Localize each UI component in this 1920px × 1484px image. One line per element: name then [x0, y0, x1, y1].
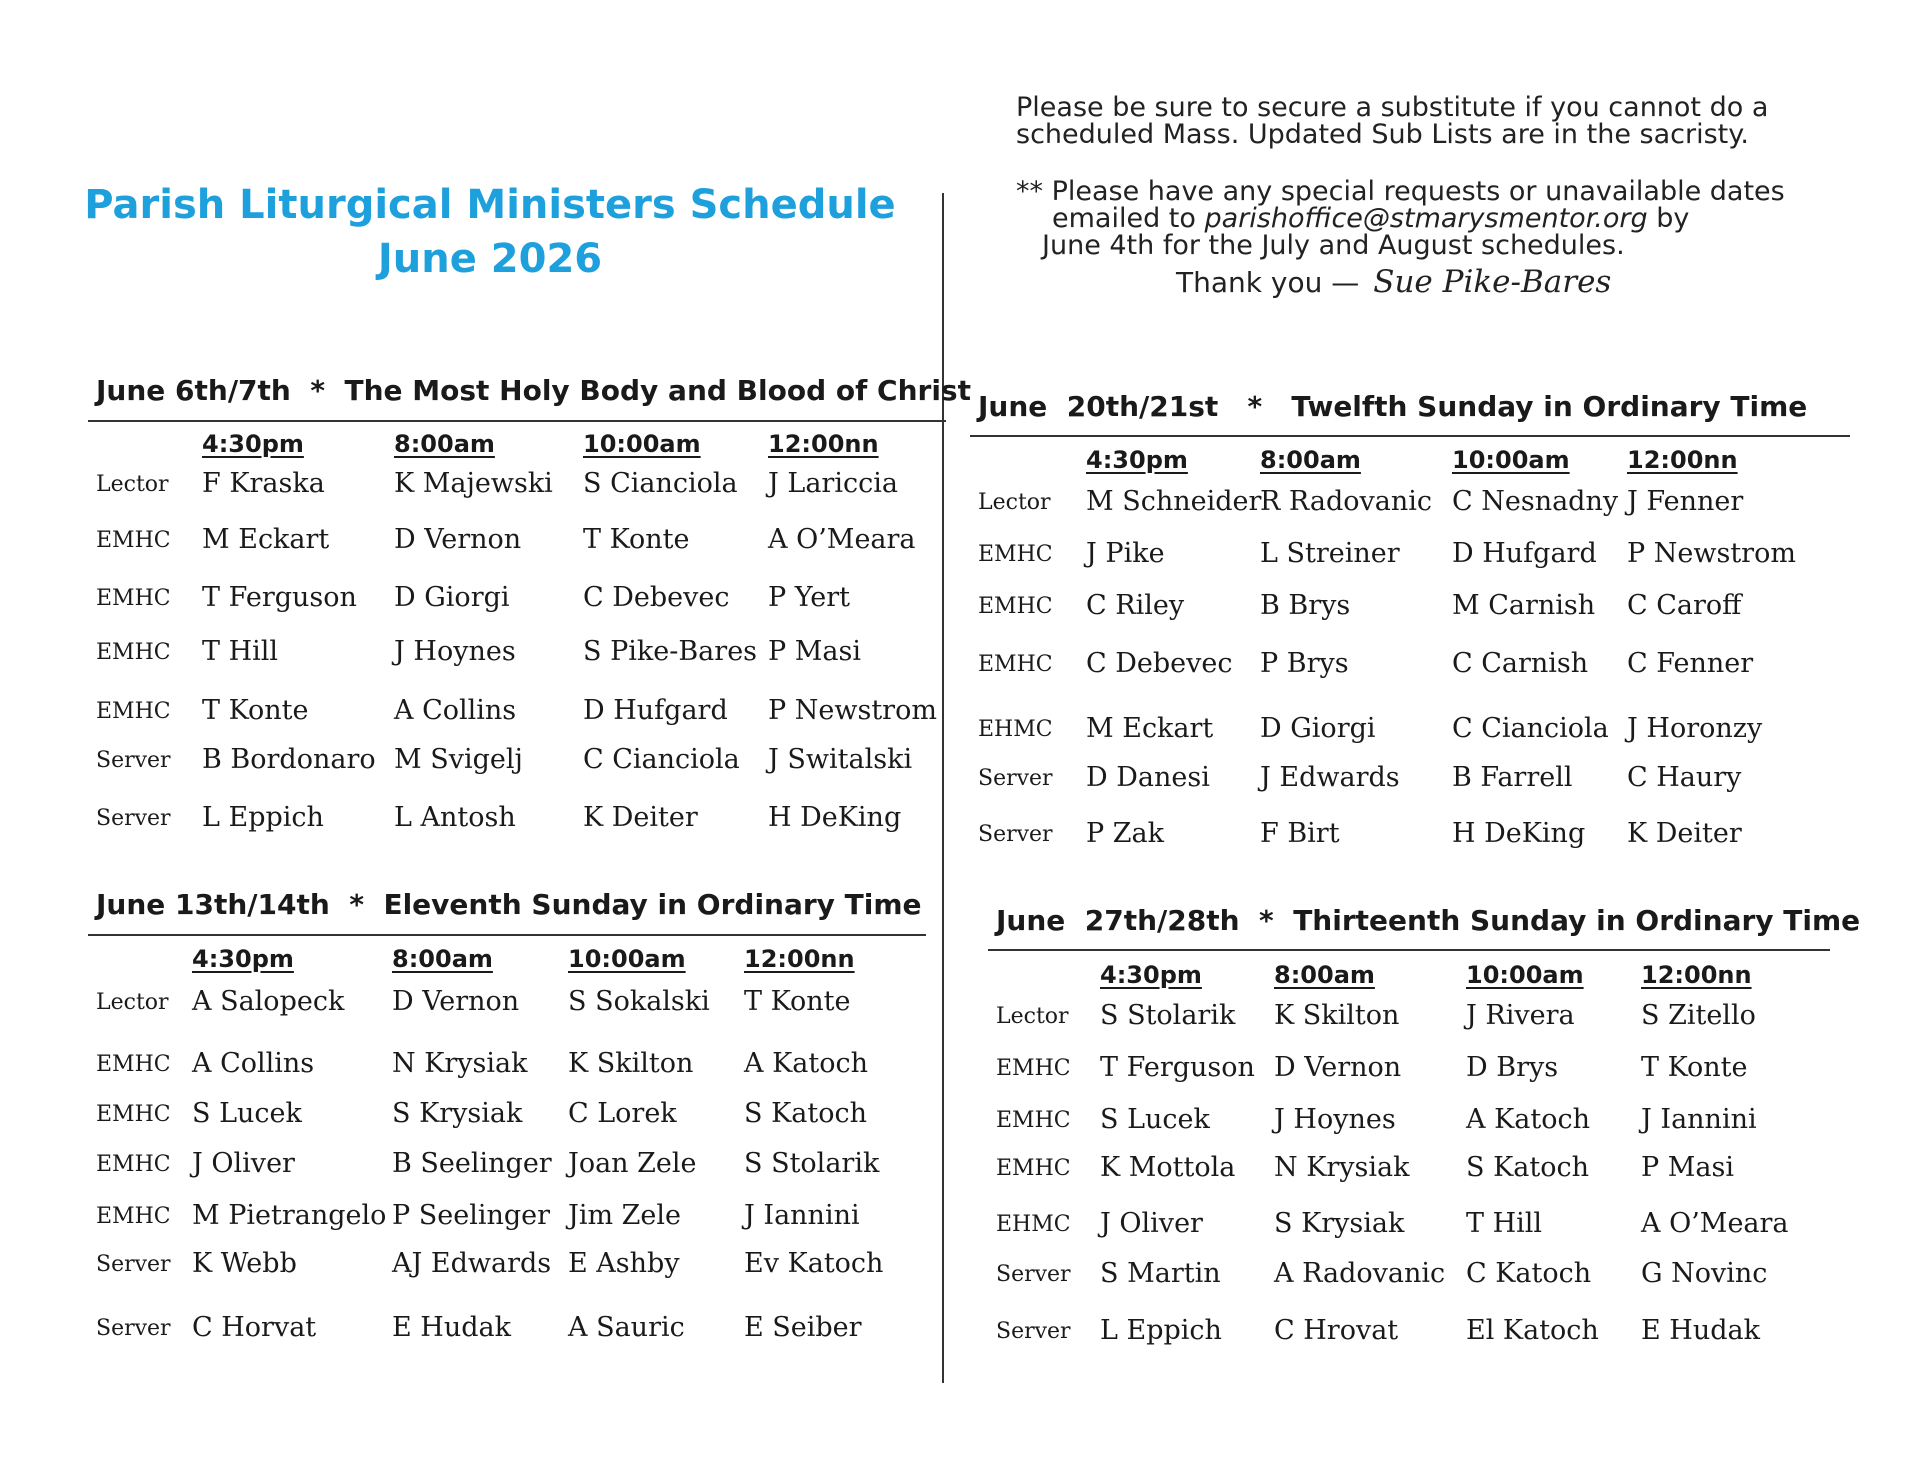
ministry-role-server: Server [96, 806, 171, 831]
substitute-notice-line-2: scheduled Mass. Updated Sub Lists are in the sacristy. [1016, 119, 1749, 150]
section-rule [988, 949, 1830, 951]
minister-name: T Konte [744, 986, 851, 1017]
minister-name: D Giorgi [1260, 713, 1376, 744]
minister-name: C Katoch [1466, 1258, 1592, 1289]
mass-time-4-30pm: 4:30pm [1100, 961, 1202, 989]
ministry-role-lector: Lector [978, 490, 1051, 515]
minister-name: L Antosh [394, 802, 516, 833]
minister-name: M Eckart [202, 524, 330, 555]
mass-time-12-00nn: 12:00nn [768, 430, 879, 458]
minister-name: Joan Zele [568, 1148, 697, 1179]
mass-time-8-00am: 8:00am [394, 430, 495, 458]
ministry-role-emhc: EMHC [996, 1056, 1071, 1081]
minister-name: M Svigelj [394, 744, 523, 775]
ministry-role-emhc: EMHC [96, 528, 171, 553]
minister-name: D Brys [1466, 1052, 1559, 1083]
minister-name: J Switalski [768, 744, 913, 775]
minister-name: A O’Meara [768, 524, 916, 555]
minister-name: F Kraska [202, 468, 325, 499]
mass-time-8-00am: 8:00am [392, 945, 493, 973]
minister-name: S Katoch [1466, 1152, 1589, 1183]
minister-name: G Novinc [1641, 1258, 1768, 1289]
minister-name: S Stolarik [744, 1148, 880, 1179]
column-divider [942, 193, 944, 1383]
minister-name: C Haury [1627, 762, 1742, 793]
minister-name: T Konte [1641, 1052, 1748, 1083]
minister-name: T Hill [202, 636, 279, 667]
minister-name: AJ Edwards [392, 1248, 552, 1279]
ministry-role-server: Server [96, 1252, 171, 1277]
ministry-role-server: Server [96, 1316, 171, 1341]
minister-name: D Vernon [392, 986, 520, 1017]
request-notice-line-1: ** Please have any special requests or unavailable dates [1016, 176, 1785, 207]
section-rule [88, 934, 926, 936]
section-rule [88, 420, 946, 422]
ministry-role-lector: Lector [96, 472, 169, 497]
minister-name: J Hoynes [394, 636, 516, 667]
minister-name: K Skilton [1274, 1000, 1400, 1031]
minister-name: C Cianciola [583, 744, 740, 775]
minister-name: C Lorek [568, 1098, 677, 1129]
request-notice-line-3: June 4th for the July and August schedules. [1042, 230, 1625, 261]
minister-name: D Danesi [1086, 762, 1210, 793]
minister-name: B Farrell [1452, 762, 1573, 793]
signature: Sue Pike-Bares [1373, 264, 1612, 300]
minister-name: S Pike-Bares [583, 636, 758, 667]
minister-name: H DeKing [1452, 818, 1586, 849]
minister-name: S Cianciola [583, 468, 738, 499]
minister-name: C Horvat [192, 1312, 317, 1343]
minister-name: B Brys [1260, 590, 1351, 621]
minister-name: S Sokalski [568, 986, 710, 1017]
minister-name: P Masi [1641, 1152, 1734, 1183]
section-heading: June 6th/7th * The Most Holy Body and Blood of Christ [96, 374, 971, 407]
section-heading: June 27th/28th * Thirteenth Sunday in Ordinary Time [996, 904, 1861, 937]
ministry-role-server: Server [996, 1262, 1071, 1287]
minister-name: A Salopeck [192, 986, 345, 1017]
minister-name: C Cianciola [1452, 713, 1609, 744]
minister-name: C Debevec [1086, 648, 1233, 679]
minister-name: N Krysiak [392, 1048, 528, 1079]
ministry-role-emhc: EMHC [978, 652, 1053, 677]
minister-name: P Seelinger [392, 1200, 551, 1231]
minister-name: P Masi [768, 636, 861, 667]
ministry-role-lector: Lector [96, 990, 169, 1015]
ministry-role-emhc: EMHC [978, 542, 1053, 567]
page-subtitle-month: June 2026 [377, 236, 603, 282]
minister-name: Jim Zele [568, 1200, 681, 1231]
minister-name: T Hill [1466, 1208, 1543, 1239]
minister-name: E Hudak [1641, 1315, 1760, 1346]
ministry-role-emhc: EMHC [96, 1152, 171, 1177]
substitute-notice-line-1: Please be sure to secure a substitute if you cannot do a [1016, 92, 1769, 123]
minister-name: B Seelinger [392, 1148, 552, 1179]
thank-you-line [1176, 264, 1611, 300]
ministry-role-ehmc: EHMC [996, 1212, 1071, 1237]
minister-name: T Konte [202, 695, 309, 726]
mass-time-12-00nn: 12:00nn [1641, 961, 1752, 989]
minister-name: J Oliver [1100, 1208, 1203, 1239]
minister-name: J Oliver [192, 1148, 295, 1179]
minister-name: D Vernon [394, 524, 522, 555]
minister-name: M Carnish [1452, 590, 1596, 621]
ministry-role-server: Server [978, 822, 1053, 847]
minister-name: K Mottola [1100, 1152, 1236, 1183]
minister-name: M Schneider [1086, 486, 1262, 517]
minister-name: S Katoch [744, 1098, 867, 1129]
minister-name: D Hufgard [583, 695, 728, 726]
page-title: Parish Liturgical Ministers Schedule [84, 182, 896, 228]
minister-name: H DeKing [768, 802, 902, 833]
ministry-role-server: Server [96, 748, 171, 773]
minister-name: M Eckart [1086, 713, 1214, 744]
minister-name: C Riley [1086, 590, 1185, 621]
ministry-role-emhc: EMHC [96, 1204, 171, 1229]
thank-you-text: Thank you — [1176, 266, 1360, 299]
minister-name: S Krysiak [392, 1098, 523, 1129]
minister-name: C Carnish [1452, 648, 1589, 679]
request-notice-line-2 [1052, 205, 1912, 232]
minister-name: A Radovanic [1274, 1258, 1446, 1289]
minister-name: C Caroff [1627, 590, 1742, 621]
minister-name: C Nesnadny [1452, 486, 1619, 517]
mass-time-10-00am: 10:00am [1452, 446, 1570, 474]
minister-name: J Rivera [1466, 1000, 1575, 1031]
mass-time-4-30pm: 4:30pm [202, 430, 304, 458]
minister-name: A Katoch [744, 1048, 868, 1079]
minister-name: R Radovanic [1260, 486, 1432, 517]
minister-name: C Fenner [1627, 648, 1754, 679]
minister-name: A O’Meara [1641, 1208, 1789, 1239]
ministry-role-emhc: EMHC [96, 640, 171, 665]
mass-time-10-00am: 10:00am [583, 430, 701, 458]
section-heading: June 20th/21st * Twelfth Sunday in Ordinary Time [978, 390, 1808, 423]
minister-name: S Krysiak [1274, 1208, 1405, 1239]
minister-name: P Zak [1086, 818, 1164, 849]
minister-name: K Majewski [394, 468, 553, 499]
minister-name: L Eppich [202, 802, 324, 833]
mass-time-12-00nn: 12:00nn [744, 945, 855, 973]
minister-name: S Lucek [192, 1098, 302, 1129]
ministry-role-emhc: EMHC [996, 1156, 1071, 1181]
mass-time-4-30pm: 4:30pm [192, 945, 294, 973]
minister-name: A Sauric [568, 1312, 685, 1343]
mass-time-12-00nn: 12:00nn [1627, 446, 1738, 474]
minister-name: D Vernon [1274, 1052, 1402, 1083]
ministry-role-server: Server [996, 1319, 1071, 1344]
mass-time-10-00am: 10:00am [1466, 961, 1584, 989]
minister-name: N Krysiak [1274, 1152, 1410, 1183]
minister-name: El Katoch [1466, 1315, 1599, 1346]
minister-name: S Stolarik [1100, 1000, 1236, 1031]
minister-name: M Pietrangelo [192, 1200, 387, 1231]
minister-name: E Hudak [392, 1312, 511, 1343]
minister-name: T Ferguson [202, 582, 357, 613]
minister-name: S Lucek [1100, 1104, 1210, 1135]
section-heading: June 13th/14th * Eleventh Sunday in Ordinary Time [96, 888, 922, 921]
mass-time-8-00am: 8:00am [1260, 446, 1361, 474]
ministry-role-emhc: EMHC [96, 1102, 171, 1127]
minister-name: S Martin [1100, 1258, 1221, 1289]
minister-name: K Deiter [1627, 818, 1742, 849]
ministry-role-server: Server [978, 766, 1053, 791]
minister-name: A Collins [192, 1048, 315, 1079]
parish-office-email[interactable]: parishoffice@stmarysmentor.org [1204, 203, 1648, 234]
minister-name: B Bordonaro [202, 744, 376, 775]
minister-name: P Brys [1260, 648, 1349, 679]
minister-name: K Deiter [583, 802, 698, 833]
minister-name: Ev Katoch [744, 1248, 884, 1279]
minister-name: E Ashby [568, 1248, 680, 1279]
minister-name: P Newstrom [1627, 538, 1796, 569]
minister-name: C Hrovat [1274, 1315, 1399, 1346]
minister-name: J Edwards [1260, 762, 1400, 793]
minister-name: J Pike [1086, 538, 1165, 569]
minister-name: J Horonzy [1627, 713, 1763, 744]
minister-name: S Zitello [1641, 1000, 1756, 1031]
minister-name: A Collins [394, 695, 517, 726]
minister-name: T Ferguson [1100, 1052, 1255, 1083]
minister-name: J Hoynes [1274, 1104, 1396, 1135]
minister-name: A Katoch [1466, 1104, 1590, 1135]
ministry-role-emhc: EMHC [96, 586, 171, 611]
minister-name: L Eppich [1100, 1315, 1222, 1346]
minister-name: J Iannini [744, 1200, 860, 1231]
minister-name: D Giorgi [394, 582, 510, 613]
minister-name: D Hufgard [1452, 538, 1597, 569]
minister-name: P Newstrom [768, 695, 937, 726]
minister-name: J Lariccia [768, 468, 898, 499]
minister-name: F Birt [1260, 818, 1340, 849]
ministry-role-emhc: EMHC [978, 594, 1053, 619]
mass-time-10-00am: 10:00am [568, 945, 686, 973]
request-text-by: by [1647, 203, 1690, 234]
minister-name: J Fenner [1627, 486, 1744, 517]
ministry-role-ehmc: EHMC [978, 717, 1053, 742]
minister-name: L Streiner [1260, 538, 1400, 569]
ministry-role-emhc: EMHC [96, 1052, 171, 1077]
minister-name: K Webb [192, 1248, 297, 1279]
minister-name: E Seiber [744, 1312, 862, 1343]
mass-time-4-30pm: 4:30pm [1086, 446, 1188, 474]
minister-name: P Yert [768, 582, 850, 613]
minister-name: J Iannini [1641, 1104, 1757, 1135]
mass-time-8-00am: 8:00am [1274, 961, 1375, 989]
section-rule [970, 435, 1850, 437]
ministry-role-emhc: EMHC [96, 699, 171, 724]
ministry-role-lector: Lector [996, 1004, 1069, 1029]
minister-name: T Konte [583, 524, 690, 555]
ministry-role-emhc: EMHC [996, 1108, 1071, 1133]
minister-name: K Skilton [568, 1048, 694, 1079]
minister-name: C Debevec [583, 582, 730, 613]
request-text-emailed: emailed to [1052, 203, 1205, 234]
